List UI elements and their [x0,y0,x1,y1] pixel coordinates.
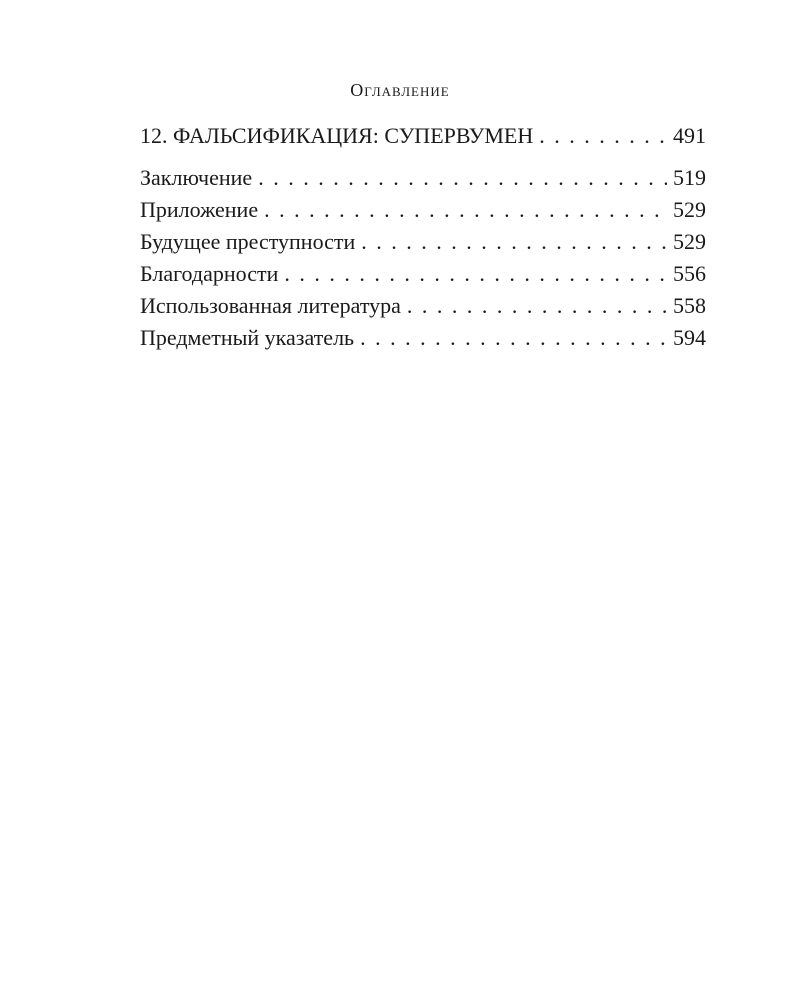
dot-leader [284,258,667,290]
toc-entry-future-of-crime [140,226,706,258]
running-head: Оглавление [350,80,450,100]
toc-entry-title: Предметный указатель [140,325,355,350]
toc-entry-page: 529 [673,229,706,254]
toc-entry-page: 556 [673,261,706,286]
toc-entry-title: Будущее преступности [140,229,356,254]
dot-leader [539,120,667,152]
dot-leader [361,226,667,258]
toc-entry-title: Заключение [140,165,253,190]
toc-entry-page: 491 [673,123,706,148]
toc-entry-page: 594 [673,325,706,350]
toc-entry-acknowledgements [140,258,706,290]
toc-entry-page: 529 [673,197,706,222]
toc-entry-title: Благодарности [140,261,279,286]
toc-entry-conclusion [140,162,706,194]
toc-entry-appendix [140,194,706,226]
dot-leader [407,290,667,322]
toc-entry-title: 12. ФАЛЬСИФИКАЦИЯ: СУПЕРВУМЕН [140,123,534,148]
toc-entry-page: 519 [673,165,706,190]
dot-leader [360,322,667,354]
toc-entry-title: Приложение [140,197,259,222]
toc-entry-index [140,322,706,354]
toc-entry-chapter-12 [140,120,706,152]
table-of-contents [140,120,706,354]
dot-leader [264,194,667,226]
dot-leader [258,162,667,194]
toc-entry-title: Использованная литература [140,293,401,318]
toc-entry-bibliography [140,290,706,322]
toc-entry-page: 558 [673,293,706,318]
